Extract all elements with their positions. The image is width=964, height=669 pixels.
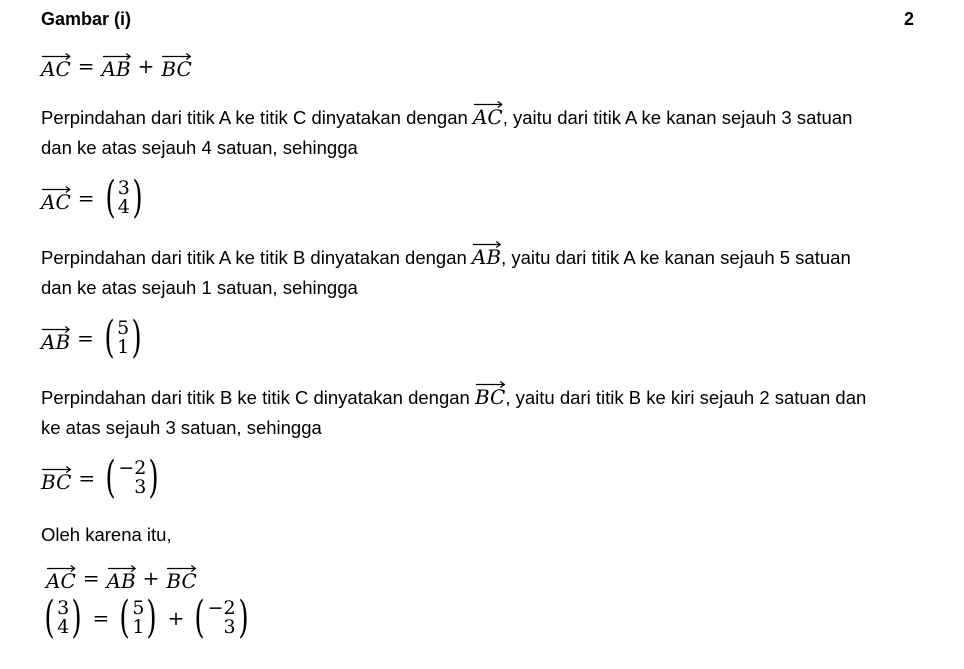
- vector-ac: AC: [41, 52, 71, 79]
- vector-bc: BC: [41, 465, 71, 492]
- equation-bc-column: [41, 452, 163, 503]
- equals-sign: =: [77, 53, 95, 78]
- equals-sign: =: [77, 186, 95, 210]
- vector-ac-inline: AC: [473, 100, 503, 127]
- vector-bc: BC: [161, 52, 191, 79]
- vector-arrow-icon: [475, 380, 505, 389]
- plus-sign: +: [167, 606, 185, 630]
- vector-ac: AC: [46, 564, 76, 591]
- equals-sign: =: [77, 326, 94, 350]
- equation-ac-column: [41, 172, 146, 223]
- vector-bc: BC: [166, 564, 196, 591]
- page-number: 2: [904, 9, 915, 29]
- plus-sign: +: [142, 565, 160, 590]
- equation-vector-sum: [41, 52, 192, 79]
- vector-arrow-icon: [161, 52, 191, 61]
- column-vector-ab: ( 5 1 ): [104, 312, 142, 363]
- paragraph-ab: Perpindahan dari titik A ke titik B dinyatakan dengan AB, yaitu dari titik A ke kanan sejauh 5 satuan dan ke atas sejauh 1 satuan, sehingga: [41, 240, 946, 303]
- column-vector-bc: ( −2 3 ): [194, 592, 249, 643]
- vector-arrow-icon: [473, 100, 503, 109]
- vector-arrow-icon: [41, 325, 70, 334]
- vector-ab: AB: [107, 564, 136, 591]
- column-vector-bc: ( −2 3 ): [105, 452, 160, 503]
- final-equation-vectors: [46, 564, 197, 591]
- vector-arrow-icon: [166, 564, 196, 573]
- figure-label: Gambar (i): [41, 9, 132, 29]
- vector-arrow-icon: [41, 465, 71, 474]
- vector-arrow-icon: [41, 185, 71, 194]
- vector-ab: AB: [41, 325, 70, 352]
- vector-ab-inline: AB: [472, 240, 501, 267]
- paragraph-ac: Perpindahan dari titik A ke titik C dinyatakan dengan AC, yaitu dari titik A ke kanan sejauh 3 satuan dan ke atas sejauh 4 satuan, sehingga: [41, 100, 946, 163]
- equals-sign: =: [92, 606, 110, 630]
- vector-arrow-icon: [472, 240, 501, 249]
- vector-ac: AC: [41, 185, 71, 212]
- final-equation-columns: [41, 592, 252, 643]
- vector-arrow-icon: [102, 52, 131, 61]
- equals-sign: =: [82, 565, 100, 590]
- plus-sign: +: [137, 53, 155, 78]
- vector-bc-inline: BC: [475, 380, 505, 407]
- vector-arrow-icon: [107, 564, 136, 573]
- paragraph-bc: Perpindahan dari titik B ke titik C dinyatakan dengan BC, yaitu dari titik B ke kiri sejauh 2 satuan dan ke atas sejauh 3 satuan, sehingga: [41, 380, 946, 443]
- vector-ab: AB: [102, 52, 131, 79]
- equation-ab-column: [41, 312, 145, 363]
- vector-arrow-icon: [41, 52, 71, 61]
- column-vector-ab: ( 5 1 ): [119, 592, 158, 643]
- column-vector-ac: ( 3 4 ): [104, 172, 143, 223]
- column-vector-ac: ( 3 4 ): [44, 592, 83, 643]
- conclusion-text: Oleh karena itu,: [41, 524, 172, 545]
- equals-sign: =: [78, 466, 96, 490]
- vector-arrow-icon: [46, 564, 76, 573]
